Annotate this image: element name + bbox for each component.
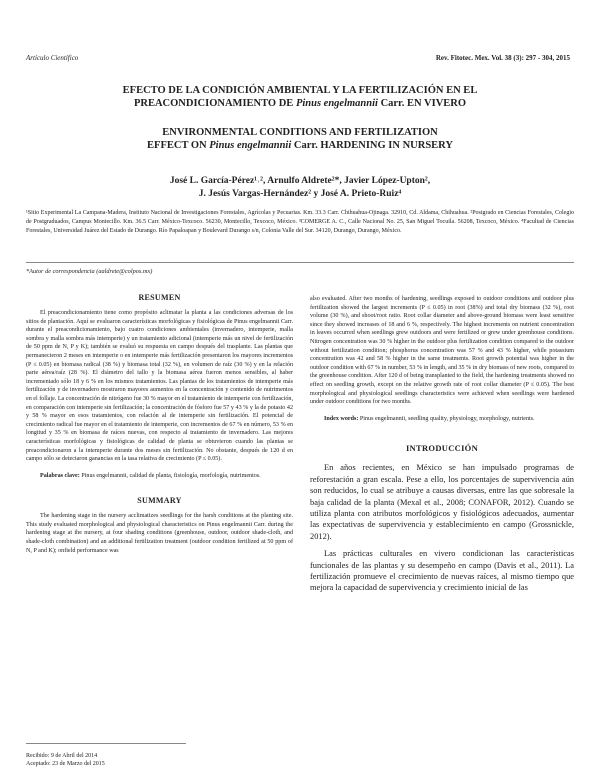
accepted-date: Aceptado: 23 de Marzo del 2015 [26,761,105,767]
intro-paragraph-1: En años recientes, en México se han impulsado programas de reforestación a gran escala. Pese a ello, los porcentajes de supervivencia aún son reducidos, lo cual se atribuye a causas diversas, entre las que sobresale la baja calidad de la planta (Mexal et al., 2008; CONAFOR, 2012). Cuando se utiliza planta con atributos morfológicos y fisiológicos adecuados, aumentar las expectativas de supervivencia y establecimiento en campo (Grossnickle, 2012). [310,463,574,541]
affiliations: ¹Sitio Experimental La Campana-Madera, Instituto Nacional de Investigaciones Forestales, Agrícolas y Pecuarias. Km. 33.3 Carr. Chihuahua-Ojinaga. 32910, Cd. Aldama, Chihuahua. ²Postgrado en Ciencias Forestales, Colegio de Postgraduados, Campus Montecillo. Km. 36.5 Carr. México-Texcoco. 56230, Montecillo, Texcoco, México. ³COMERGE A. C., Calle Nacional No. 25, San Miguel Tocuila. 56208, Texcoco, México. ⁴Facultad de Ciencias Forestales, Universidad Juárez del Estado de Durango. Río Papaloapan y Boulevard Durango s/n, Colonia Valle del Sur. 34120, Durango, Durango, México. [26,210,574,234]
title-english [40,126,560,152]
author-line2: J. Jesús Vargas-Hernández² y José A. Prieto-Ruiz⁴ [198,189,402,199]
introduccion-heading: INTRODUCCIÓN [405,443,479,454]
divider-line [26,262,574,263]
received-date: Recibido: 9 de Abril del 2014 [26,753,98,759]
title-spanish [40,84,560,110]
author-list [40,175,560,201]
title-english-line1: ENVIRONMENTAL CONDITIONS AND FERTILIZATION [162,127,438,138]
title-spanish-line1: EFECTO DE LA CONDICIÓN AMBIENTAL Y LA FERTILIZACIÓN EN EL [122,85,478,96]
dates-footer [26,752,105,768]
summary-text: The hardening stage in the nursery acclimatizes seedlings for the harsh conditions at the planting site. This study evaluated morphological and physiological characteristics on Pinus engelmannii Carr. during the hardening stage at the nursery, at four shading conditions (greenhouse, outdoor, outdoor shade-cloth, and shade-cloth combination) and an additional fertilization treatment (outdoor condition fertilized at 50 ppm of N, P and K); onfield performance was [26,513,293,554]
footnote-rule [26,743,186,744]
summary-continued [310,295,574,407]
journal-section-label: Artículo Científico [26,54,79,62]
intro-paragraph-2: Las prácticas culturales en vivero condicionan las características funcionales de las plantas y su desempeño en campo (Davis et al., 2011). La fertilización promueve el crecimiento de nuevas raíces, al mismo tiempo que mejora la capacidad de supervivencia y crecimiento inicial de las [310,549,574,593]
resumen-heading: RESUMEN [138,293,181,302]
resumen-text: El preacondicionamiento tiene como propósito aclimatar la planta a las condiciones adversas de los sitios de plantación. Aquí se evaluaron características morfológicas y fisiológicas de Pinus engelmannii Carr. durante el preacondicionamiento, bajo cuatro condiciones ambientales (invernadero, intemperie, malla sombra y malla sombra más intemperie) y un tratamiento adicional (intemperie más un nivel de fertilización de 50 ppm de N, P y K); también se evaluó su respuesta en campo después del trasplante. Las plantas que permanecieron 2 meses en intemperie o en intemperie más fertilización presentaron los mayores incrementos (P ≤ 0.05) en biomasa radical (38 %) y biomasa total (32 %), en volumen de raíz (30 %) y en la relación parte aérea/raíz (28 %). El diámetro del tallo y la biomasa aérea fueron menos sensibles, al haber incrementado sólo 18 y 6 % en los mismos tratamientos. Las plantas de los tratamientos de intemperie más fertilización y de invernadero mostraron mayores aumentos en la concentración y contenido de nutrimentos en el follaje. La concentración de nitrógeno fue 30 % mayor en el tratamiento de intemperie con fertilización, en comparación con intemperie sin fertilización; la concentración de fósforo fue 57 y 43 % y la de potasio 42 y 58 % mayor en esos tratamientos, con relación al de intemperie sin fertilización. El potencial de crecimiento radical fue mayor en el tratamiento de intemperie, con incrementos de 67 % en número, 53 % en longitud y 35 % en biomasa de raíces nuevas, con respecto al tratamiento de invernadero. Las mejores características morfológicas y fisiológicas de calidad de planta se obtuvieron cuando las plantas se preacondicionaron a la intemperie durante dos meses sin fertilización. No obstante, después de 120 d en campo sólo se detectaron ganancias en la tasa relativa de crecimiento (P ≤ 0.05). [26,310,293,463]
palabras-clave: Palabras clave: Pinus engelmannii, calidad de planta, fisiología, morfología, nutrimentos. [40,472,261,479]
summary-continued-text: also evaluated. After two months of hardening, seedlings exposed to outdoor conditions and outdoor plus fertilization showed the largest increments (P ≤ 0.05) in root (38%) and total dry biomass (32 %), root volume (30 %), and shoot/root ratio. Root collar diameter and above-ground biomass were least sensitive since they showed increases of 18 and 6 %, respectively. The highest increments on nutrient concentration in leaves occurred when seedlings grew outdoors and were fertilized or grew under greenhouse conditions. Nitrogen concentration was 30 % higher in the outdoor plus fertilization condition compared to the outdoor without fertilization condition; phosphorus concentration was 57 % and 43 % higher, while potassium concentration was 42 and 58 % higher in the same treatments. Root growth potential was higher in the outdoor condition with 67 % in number, 53 % in length, and 35 % in dry biomass of new roots, compared to the greenhouse condition. After 120 d of being transplanted to the field, the hardening treatments showed no effect on seedling growth, except on the relative growth rate of root collar diameter (P ≤ 0.05). The best morphological and physiological seedlings characteristics were achieved when seedlings were hardened under outdoor conditions for two months. [310,296,574,406]
introduccion-body [310,462,574,593]
title-spanish-line2: PREACONDICIONAMIENTO DE Pinus engelmannii Carr. EN VIVERO [133,98,467,109]
left-column [26,293,293,555]
index-words: Index words: Pinus engelmannii, seedling quality, physiology, morphology, nutrients. [324,415,535,422]
summary-body [26,512,293,555]
resumen-body [26,309,293,464]
summary-heading: SUMMARY [137,496,182,506]
title-english-line2: EFFECT ON Pinus engelmannii Carr. HARDENING IN NURSERY [147,140,453,151]
corresponding-author: *Autor de correspondencia (aaldrete@colpos.mx) [26,268,153,275]
journal-citation: Rev. Fitotec. Mex. Vol. 38 (3): 297 - 304, 2015 [435,54,570,62]
right-column [310,295,574,600]
author-line1: José L. García-Pérez¹˒², Arnulfo Aldrete²*, Javier López-Upton², [169,176,431,186]
